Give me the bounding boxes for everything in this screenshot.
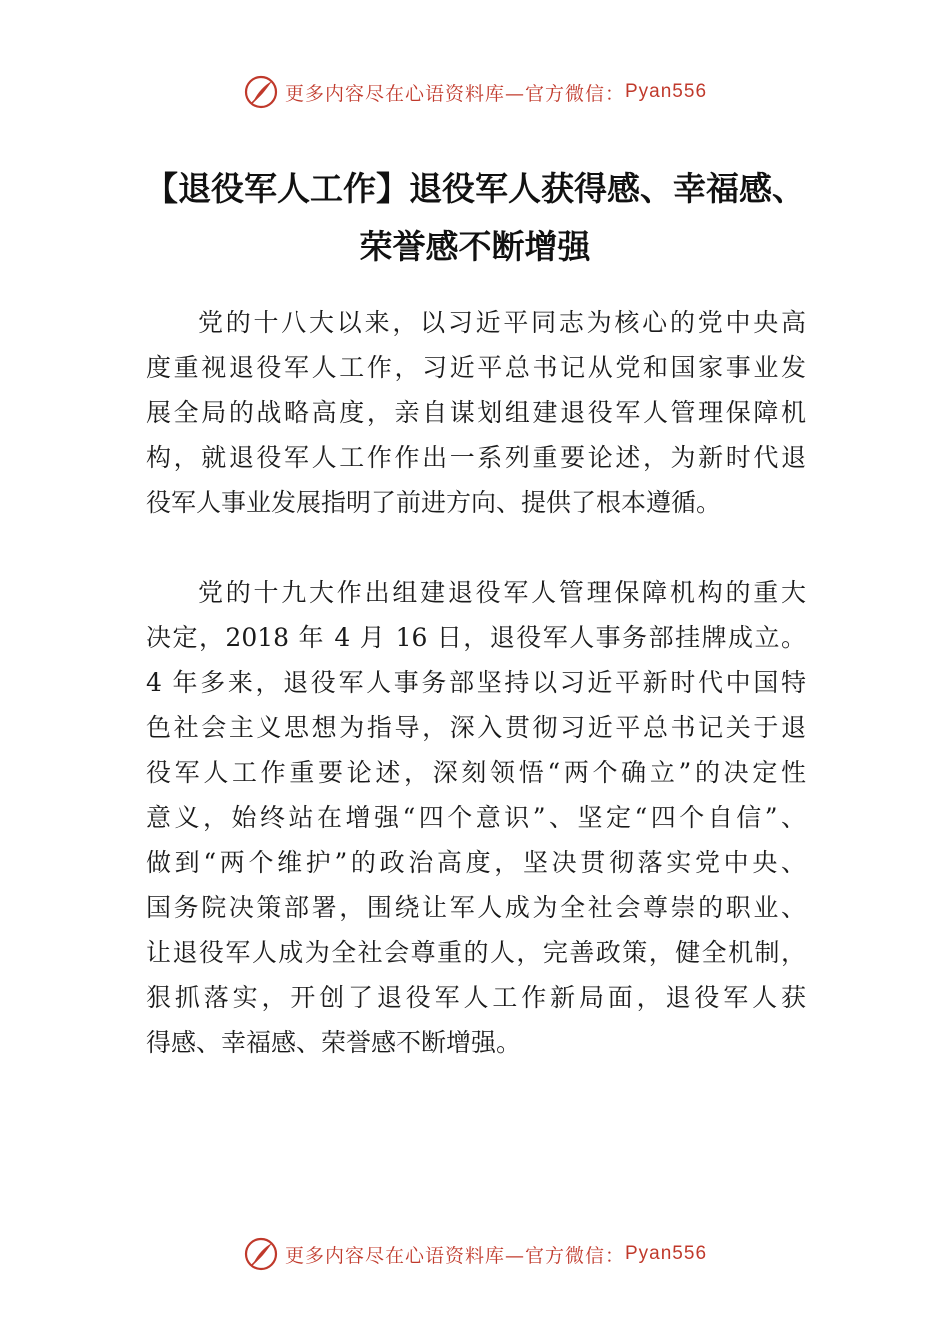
paragraph-line: 党的十九大作出组建退役军人管理保障机构的重大 <box>198 578 806 607</box>
document-title <box>100 160 850 276</box>
paragraph-line: 役军人事业发展指明了前进方向、提供了根本遵循。 <box>146 488 722 517</box>
paragraph-line: 度重视退役军人工作，习近平总书记从党和国家事业发 <box>146 353 806 382</box>
paragraph-line: 役军人工作重要论述，深刻领悟“两个确立”的决定性 <box>146 758 806 787</box>
watermark-text: 更多内容尽在心语资料库—官方微信： <box>284 1244 625 1267</box>
watermark-wechat-id: Pyan556 <box>625 81 708 102</box>
paragraph-line: 狠抓落实，开创了退役军人工作新局面，退役军人获 <box>146 983 806 1012</box>
paragraph-line: 展全局的战略高度，亲自谋划组建退役军人管理保障机 <box>146 398 806 427</box>
watermark-text: 更多内容尽在心语资料库—官方微信： <box>284 82 625 105</box>
paragraph-2 <box>146 570 806 1065</box>
watermark-wechat-id: Pyan556 <box>625 1243 708 1264</box>
title-line-1: 【退役军人工作】退役军人获得感、幸福感、 <box>145 169 805 208</box>
paragraph-line: 让退役军人成为全社会尊重的人，完善政策，健全机制， <box>146 938 806 967</box>
quill-logo-icon <box>243 1236 279 1272</box>
paragraph-line: 做到“两个维护”的政治高度，坚决贯彻落实党中央、 <box>146 848 806 877</box>
paragraph-line: 构，就退役军人工作作出一系列重要论述，为新时代退 <box>146 443 806 472</box>
paragraph-line: 色社会主义思想为指导，深入贯彻习近平总书记关于退 <box>146 713 806 742</box>
quill-logo-icon <box>243 74 279 110</box>
document-body <box>146 300 806 1065</box>
paragraph-line: 党的十八大以来，以习近平同志为核心的党中央高 <box>198 308 806 337</box>
title-line-2: 荣誉感不断增强 <box>359 227 591 266</box>
paragraph-line: 得感、幸福感、荣誉感不断增强。 <box>146 1028 522 1057</box>
paragraph-line: 国务院决策部署，围绕让军人成为全社会尊崇的职业、 <box>146 893 806 922</box>
footer-watermark <box>0 1234 950 1274</box>
paragraph-line: 4 年多来，退役军人事务部坚持以习近平新时代中国特 <box>146 668 806 697</box>
paragraph-line: 意义，始终站在增强“四个意识”、坚定“四个自信”、 <box>146 803 806 832</box>
paragraph-line: 决定，2018 年 4 月 16 日，退役军人事务部挂牌成立。 <box>146 623 806 652</box>
header-watermark <box>0 72 950 112</box>
paragraph-1 <box>146 300 806 525</box>
